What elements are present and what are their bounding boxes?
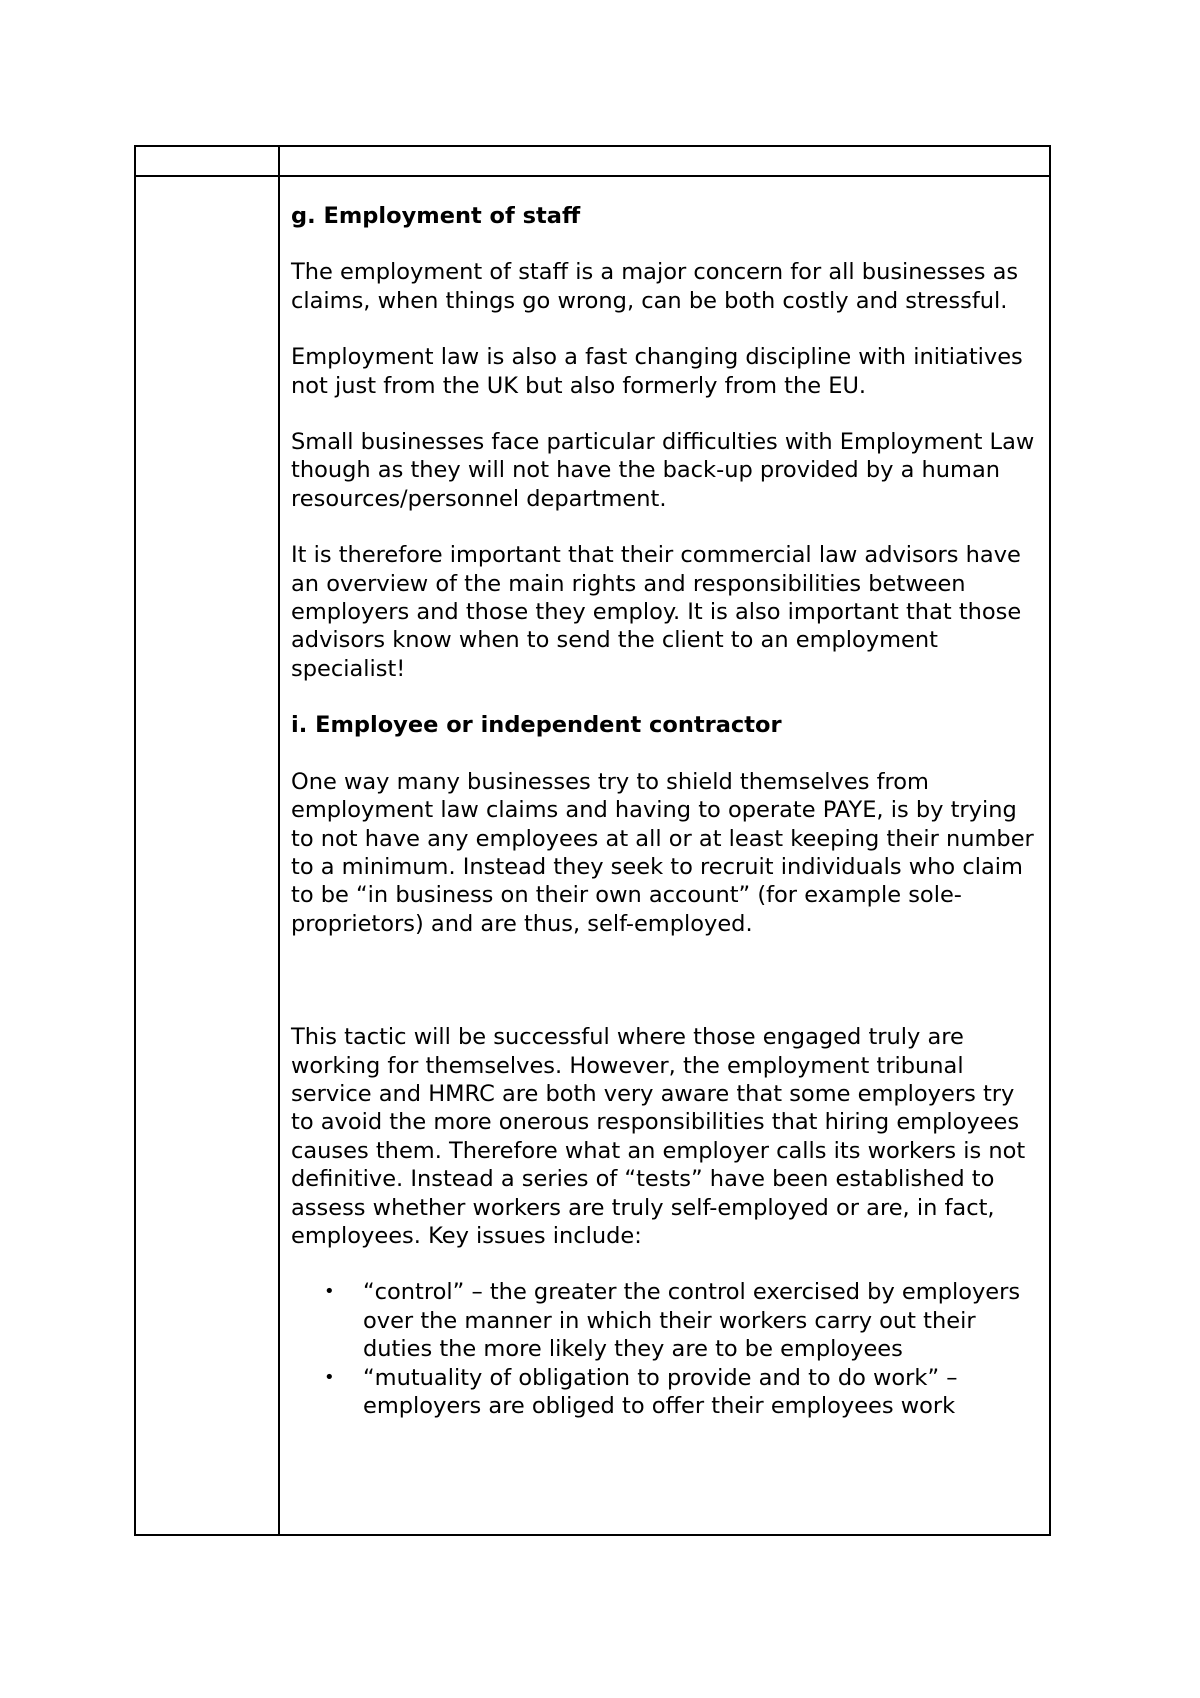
bullet-icon: • (324, 1281, 335, 1303)
blank-space (291, 938, 1041, 1023)
subsection-paragraph: One way many businesses try to shield themselves from employment law claims and having to operate PAYE, is by trying to not have any employees at all or at least keeping their number to a minimum. Instead they seek to recruit individuals who claim to be “in business on their own account” (for example sole-proprietors) and are thus, self-employed. (291, 768, 1034, 937)
list-item (291, 1278, 1041, 1363)
table-header-row (136, 147, 1049, 177)
subsection-heading: i. Employee or independent contractor (291, 712, 782, 739)
section-paragraph: Small businesses face particular difficulties with Employment Law though as they will not have the back-up provided by a human resources/personnel department. (291, 429, 1035, 512)
content-cell (291, 202, 1041, 1420)
bullet-icon: • (324, 1366, 335, 1388)
list-item-text: “mutuality of obligation to provide and to do work” – employers are obliged to offer their employees work (363, 1364, 958, 1419)
section-paragraph: The employment of staff is a major concern for all businesses as claims, when things go wrong, can be both costly and stressful. (291, 259, 1019, 314)
list-item-text: “control” – the greater the control exercised by employers over the manner in which their workers carry out their duties the more likely they are to be employees (363, 1279, 1021, 1363)
section-paragraph: It is therefore important that their commercial law advisors have an overview of the main rights and responsibilities between employers and those they employ. It is also important that those advisors know when to send the client to an employment specialist! (291, 542, 1022, 682)
key-issues-list (291, 1278, 1041, 1420)
document-table (134, 145, 1051, 1536)
subsection-paragraph: This tactic will be successful where those engaged truly are working for themselves. However, the employment tribunal service and HMRC are both very aware that some employers try to avoid the more onerous responsibilities that hiring employees causes them. Therefore what an employer calls its workers is not definitive. Instead a series of “tests” have been established to assess whether workers are truly self-employed or are, in fact, employees. Key issues include: (291, 1024, 1026, 1249)
column-divider (278, 147, 280, 1534)
section-heading: g. Employment of staff (291, 203, 581, 229)
section-paragraph: Employment law is also a fast changing discipline with initiatives not just from the UK but also formerly from the EU. (291, 344, 1023, 399)
list-item (291, 1364, 1041, 1421)
